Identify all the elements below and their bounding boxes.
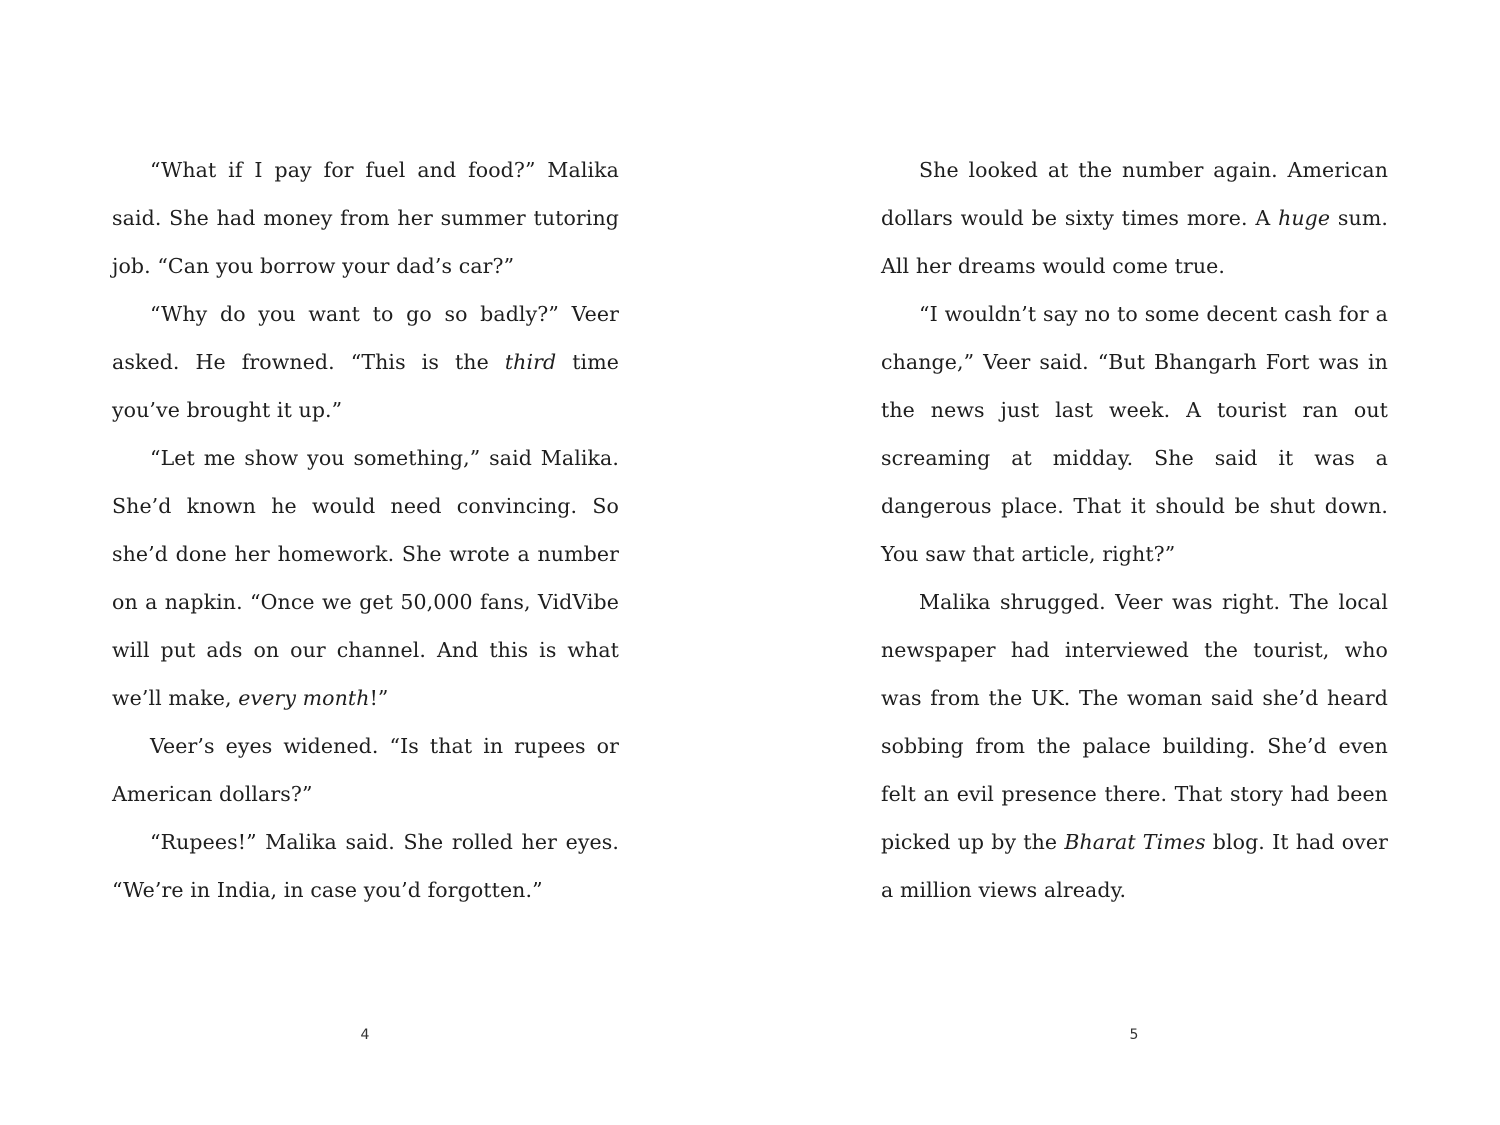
left-page bbox=[112, 146, 619, 914]
text-segment: She looked at the number again. American dollars would be sixty times more. A bbox=[881, 158, 1388, 230]
paragraph bbox=[112, 146, 619, 290]
paragraph bbox=[112, 818, 619, 914]
text-segment: blog. It had over a million views already. bbox=[881, 830, 1388, 902]
italic-text: Bharat Times bbox=[1064, 830, 1206, 854]
text-segment: “Why do you want to go so badly?” Veer asked. He frowned. “This is the bbox=[112, 302, 619, 374]
text-segment: “I wouldn’t say no to some decent cash for a change,” Veer said. “But Bhangarh Fort was in the news just last week. A tourist ran out screaming at midday. She said it was a dangerous place. That it should be shut down. You saw that article, right?” bbox=[881, 302, 1388, 566]
text-segment: “What if I pay for fuel and food?” Malika said. She had money from her summer tutoring job. “Can you borrow your dad’s car?” bbox=[112, 158, 619, 278]
text-segment: “Rupees!” Malika said. She rolled her eyes. “We’re in India, in case you’d forgotten.” bbox=[112, 830, 619, 902]
paragraph bbox=[112, 434, 619, 722]
page-number-left: 4 bbox=[360, 1027, 370, 1043]
text-segment: Malika shrugged. Veer was right. The local newspaper had interviewed the tourist, who was from the UK. The woman said she’d heard sobbing from the palace building. She’d even felt an evil presence there. That story had been picked up by the bbox=[881, 590, 1388, 854]
page-number-right: 5 bbox=[1129, 1027, 1139, 1043]
text-segment: !” bbox=[369, 686, 389, 710]
paragraph bbox=[112, 290, 619, 434]
paragraph bbox=[881, 146, 1388, 290]
paragraph bbox=[881, 578, 1388, 914]
text-segment: Veer’s eyes widened. “Is that in rupees or American dollars?” bbox=[112, 734, 619, 806]
italic-text: every month bbox=[238, 686, 370, 710]
text-segment: sum. All her dreams would come true. bbox=[881, 206, 1388, 278]
right-page bbox=[881, 146, 1388, 914]
paragraph bbox=[881, 290, 1388, 578]
paragraph bbox=[112, 722, 619, 818]
text-segment: “Let me show you something,” said Malika. She’d known he would need convincing. So she’d done her homework. She wrote a number on a napkin. “Once we get 50,000 fans, VidVibe will put ads on our channel. And this is what we’ll make, bbox=[112, 446, 619, 710]
italic-text: third bbox=[504, 350, 557, 374]
italic-text: huge bbox=[1278, 206, 1331, 230]
text-segment: time you’ve brought it up.” bbox=[112, 350, 619, 422]
